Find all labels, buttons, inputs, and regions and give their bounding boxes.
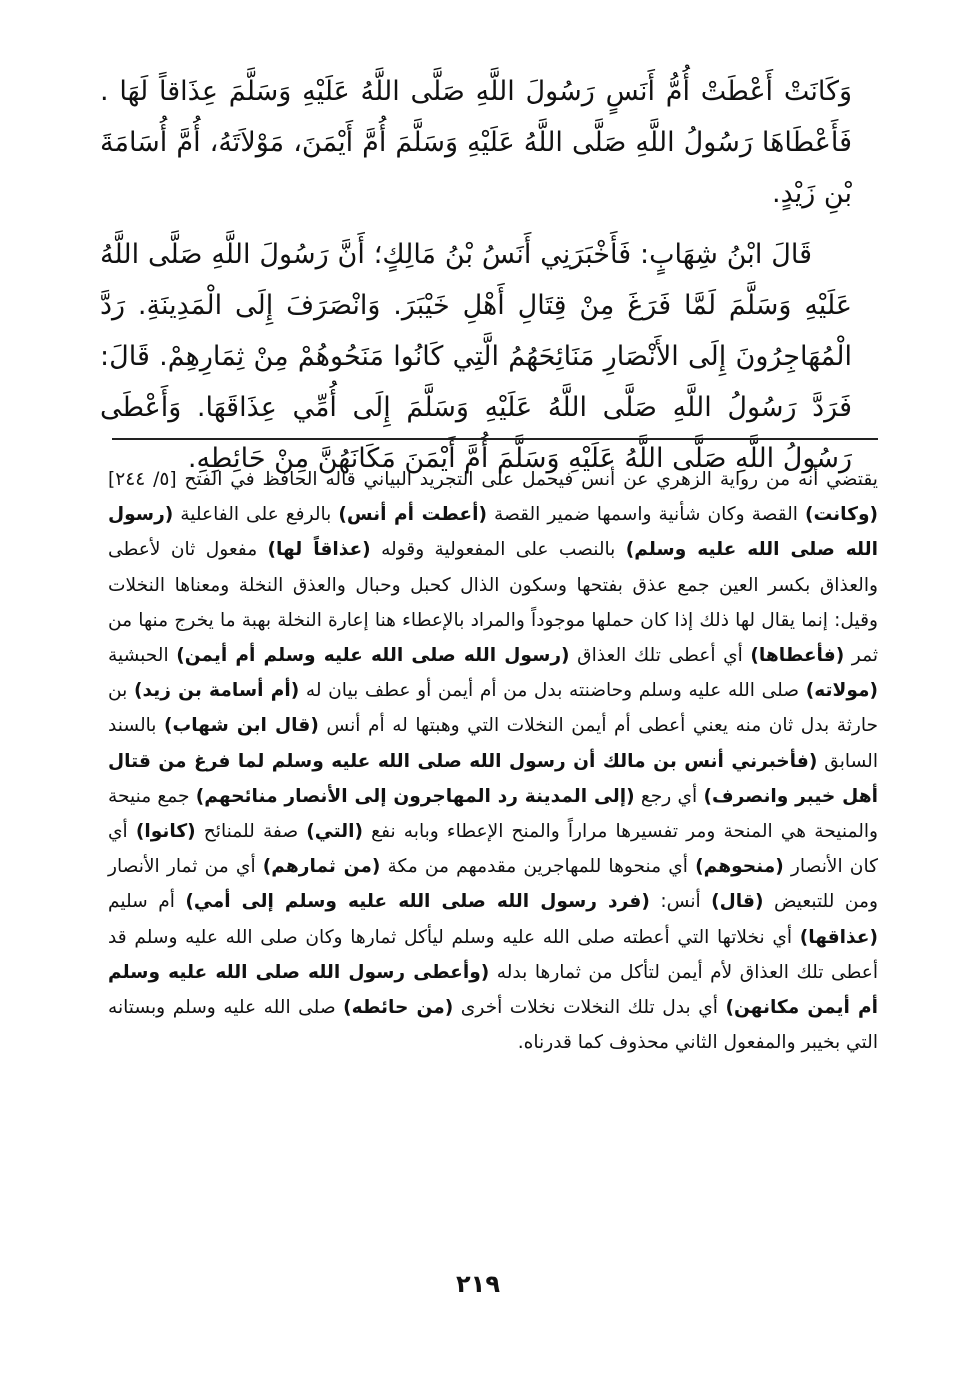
footnote-text: صفة للمنائح bbox=[195, 821, 307, 843]
footnote-text: الحبشية bbox=[108, 645, 177, 667]
footnote-quote: (عذاقها) bbox=[799, 926, 878, 948]
footnote-text: صلى الله عليه وسلم وبستانه التي بخيبر والمفعول الثاني محذوف كما قدرناه. bbox=[108, 997, 878, 1054]
footnote-quote: (التي) bbox=[306, 821, 364, 843]
footnote-text: بالنصب على المفعولية وقوله bbox=[370, 539, 626, 561]
footnote-text: صلى الله عليه وسلم وحاضنته بدل من أم أيمن أو عطف بيان له bbox=[299, 680, 806, 702]
footnote-text: أي رجع bbox=[634, 785, 704, 807]
footnote-quote: (وكانت) bbox=[804, 504, 878, 526]
footnote-quote: (عذاقاً لها) bbox=[267, 539, 371, 561]
footnote-text: أي نخلاتها التي أعطته صلى الله عليه وسلم ليأكل ثمارها وكان صلى الله عليه وسلم قد أعطى تلك العذاق لأم أيمن لتأكل من ثمارها بدله bbox=[108, 926, 878, 983]
footnote-quote: (مولاته) bbox=[805, 680, 878, 702]
footnote-text: القصة وكان شأنية واسمها ضمير القصة bbox=[487, 504, 805, 526]
footnote-quote: (إلى المدينة رد المهاجرون إلى الأنصار منائحهم) bbox=[195, 785, 635, 807]
footnote-quote: (من حائطه) bbox=[343, 997, 454, 1019]
footnote-text: أنس: bbox=[649, 891, 712, 913]
footnote-text: أم سليم bbox=[108, 891, 186, 913]
footnote-quote: (منحوهم) bbox=[695, 856, 784, 878]
footnote-text: أي كان الأنصار bbox=[108, 821, 878, 878]
page-number: ٢١٩ bbox=[456, 1270, 500, 1298]
footnote-quote: (فرد رسول الله صلى الله عليه وسلم إلى أمي) bbox=[185, 891, 650, 913]
footnote-quote: (رسول الله صلى الله عليه وسلم أم أيمن) bbox=[176, 645, 570, 667]
hadith-text bbox=[100, 66, 852, 484]
footnote-quote: (أم أسامة بن زيد) bbox=[133, 680, 300, 702]
footnote-quote: (أعطت أم أنس) bbox=[338, 504, 487, 526]
footnote-text: أي منحوها للمهاجرين مقدمهم من مكة bbox=[380, 856, 696, 878]
footnote-quote: (كانوا) bbox=[135, 821, 196, 843]
footnote-quote: (من ثمارهم) bbox=[262, 856, 381, 878]
footnote-quote: (وأعطى رسول الله صلى الله عليه وسلم أم أيمن مكانهن) bbox=[108, 961, 878, 1019]
footnote-text: يقتضي أنه من رواية الزهري عن أنس فيحمل على التجريد البياني قاله الحافظ في الفتح [٥/ ٢٤٤] bbox=[108, 469, 878, 490]
footnote-text: مفعول ثان لأعطى والعذاق بكسر العين جمع عذق بفتحها وسكون الذال كحبل وحبال والعذق النخلة ومعناها النخلات وقيل: إنما يقال لها ذلك إذا كان حملها موجوداً والمراد بالإعطاء هنا إعارة النخلة بهبة ما يخرج منها من ثمر bbox=[108, 539, 878, 667]
footnote-text: أي من ثمار الأنصار ومن للتبعيض bbox=[108, 856, 878, 913]
footnote-text: أي أعطى تلك العذاق bbox=[569, 645, 751, 667]
footnote-text: بالرفع على الفاعلية bbox=[173, 504, 339, 526]
footnote-text: بالسند السابق bbox=[108, 715, 878, 772]
footnote-text: بن حارثة بدل ثان منه يعني أعطى أم أيمن النخلات التي وهبتها له أم أنس bbox=[108, 680, 879, 737]
footnote-quote: (فأخبرني أنس بن مالك أن رسول الله صلى الله عليه وسلم لما فرغ من قتال أهل خيبر وانصرف) bbox=[108, 750, 878, 807]
hadith-paragraph-2: قَالَ ابْنُ شِهَابٍ: فَأَخْبَرَنِي أَنَسُ بْنُ مَالِكٍ؛ أَنَّ رَسُولَ اللَّهِ صَلَّى اللَّهُ عَلَيْهِ وَسَلَّمَ لَمَّا فَرَغَ مِنْ قِتَالِ أَهْلِ خَيْبَرَ. وَانْصَرَفَ إِلَى الْمَدِينَةِ. رَدَّ الْمُهَاجِرُونَ إِلَى الأَنْصَارِ مَنَائِحَهُمُ الَّتِي كَانُوا مَنَحُوهُمْ مِنْ ثِمَارِهِمْ. قَالَ: فَرَدَّ رَسُولُ اللَّهِ صَلَّى اللَّهُ عَلَيْهِ وَسَلَّمَ إِلَى أُمِّي عِذَاقَهَا. وَأَعْطَى رَسُولُ اللَّهِ صَلَّى اللَّهُ عَلَيْهِ وَسَلَّمَ أُمَّ أَيْمَنَ مَكَانَهُنَّ مِنْ حَائِطِهِ. bbox=[100, 239, 852, 474]
footnote-quote: (قال ابن شهاب) bbox=[164, 715, 319, 737]
commentary-footnote bbox=[108, 462, 878, 1060]
footnote-text: أي بدل تلك النخلات نخلات أخرى bbox=[453, 997, 726, 1019]
footnote-text: جمع منيحة والمنيحة هي المنحة ومر تفسيرها مراراً والمنح الإعطاء وبابه نفع bbox=[108, 785, 878, 843]
footnote-quote: (قال) bbox=[711, 891, 764, 913]
hadith-paragraph-1: وَكَانَتْ أَعْطَتْ أُمُّ أَنَسٍ رَسُولَ اللَّهِ صَلَّى اللَّهُ عَلَيْهِ وَسَلَّمَ عِذَاقاً لَهَا . فَأَعْطَاهَا رَسُولُ اللَّهِ صَلَّى اللَّهُ عَلَيْهِ وَسَلَّمَ أُمَّ أَيْمَنَ، مَوْلاَتَهُ، أُمَّ أُسَامَةَ بْنِ زَيْدٍ. bbox=[100, 76, 852, 209]
footnote-divider bbox=[112, 438, 878, 440]
footnote-quote: (رسول الله صلى الله عليه وسلم) bbox=[108, 504, 878, 561]
footnote-quote: (فأعطاها) bbox=[750, 645, 845, 667]
